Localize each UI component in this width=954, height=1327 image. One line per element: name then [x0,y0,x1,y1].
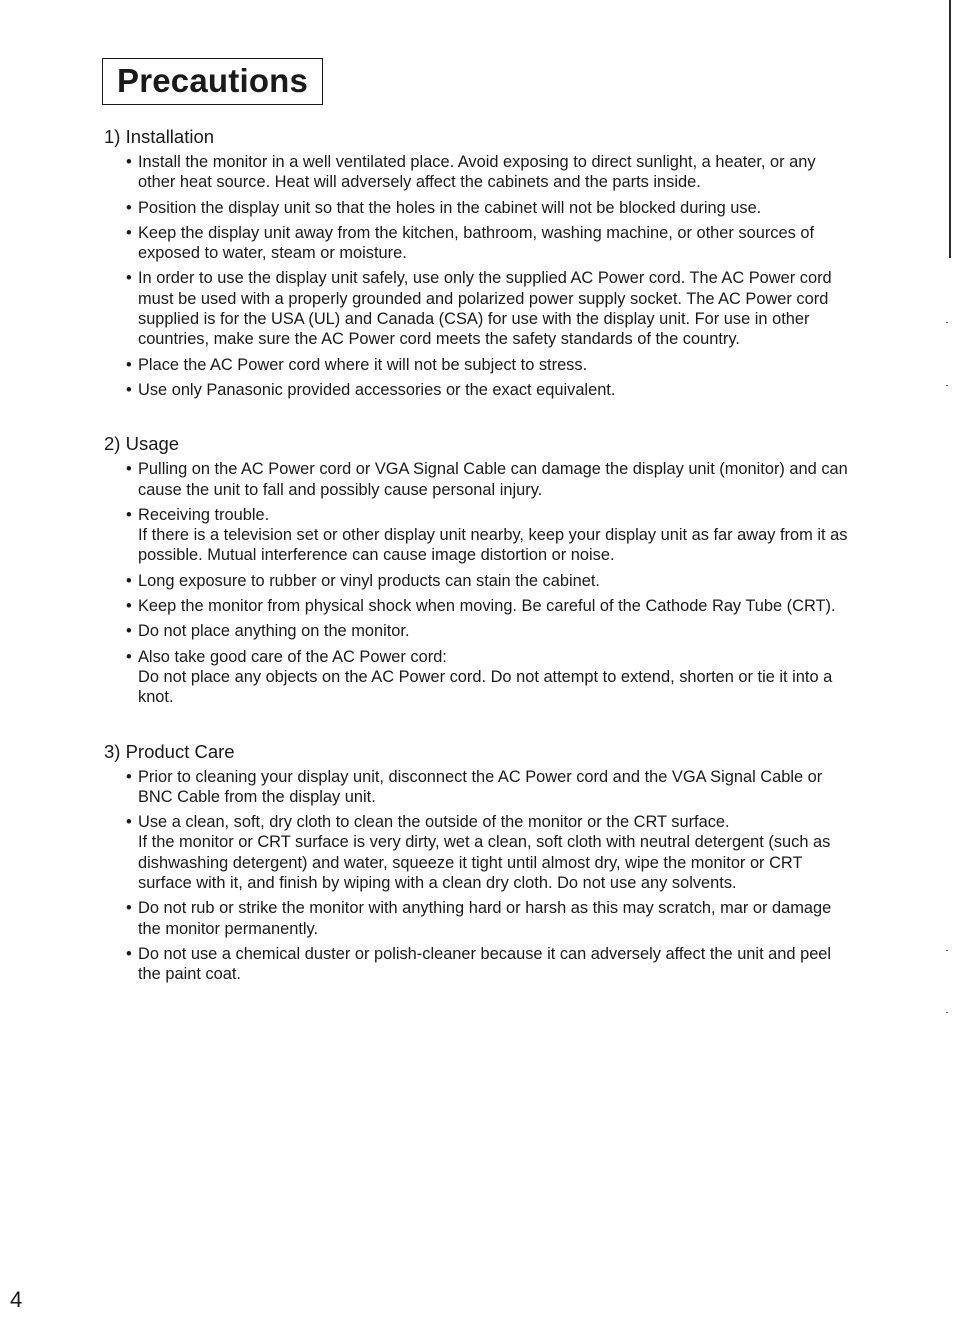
item-text: Also take good care of the AC Power cord: [138,647,447,666]
page-number: 4 [10,1287,23,1312]
bullet: • [126,355,132,374]
item-text: Prior to cleaning your display unit, disconnect the AC Power cord and the VGA Signal Cable or BNC Cable from the display unit. [138,767,823,806]
list-item [104,571,852,591]
bullet: • [126,767,132,786]
list-item [104,223,852,264]
list-item [104,621,852,641]
item-text: If the monitor or CRT surface is very dirty, wet a clean, soft cloth with neutral detergent (such as dishwashing detergent) and water, squeeze it tight until almost dry, wipe the monitor or CRT surface with it, and finish by wiping with a clean dry cloth. Do not use any solvents. [138,833,831,893]
bullet: • [126,505,132,524]
bullet: • [126,899,132,918]
list-item [104,355,852,375]
list-item [104,268,852,349]
bullet: • [126,597,132,616]
section-heading: 3) Product Care [104,740,235,762]
item-text: Do not use a chemical duster or polish-cleaner because it can adversely affect the unit and peel the paint coat. [138,944,832,984]
list-item [104,944,852,985]
list-item [104,596,852,616]
bullet: • [126,153,132,171]
section-usage [104,432,852,707]
page-title: Precautions [102,58,323,105]
bullet: • [126,622,132,641]
item-text: Use a clean, soft, dry cloth to clean the outside of the monitor or the CRT surface. [138,813,730,832]
item-text: In order to use the display unit safely, use only the supplied AC Power cord. The AC Power cord must be used with a properly grounded and polarized power supply socket. The AC Power cord supplied is for the USA (UL) and Canada (CSA) for use with the display unit. For use in other countries, make sure the AC Power cord meets the safety standards of the country. [138,269,832,349]
item-text: Do not place any objects on the AC Power cord. Do not attempt to extend, shorten or tie it into a knot. [138,667,833,707]
bullet: • [126,269,132,288]
bullet: • [126,460,132,479]
list-item [104,812,852,893]
item-text: Position the display unit so that the holes in the cabinet will not be blocked during use. [138,198,762,217]
list-item [104,152,852,193]
bullet: • [126,571,132,590]
list-item [104,898,852,939]
item-text: Do not place anything on the monitor. [138,622,410,641]
item-text: Pulling on the AC Power cord or VGA Signal Cable can damage the display unit (monitor) and can cause the unit to fall and possibly cause personal injury. [138,460,848,499]
item-text: Keep the display unit away from the kitchen, bathroom, washing machine, or other sources of exposed to water, steam or moisture. [138,223,815,263]
scan-speck [946,950,948,951]
bullet: • [126,223,132,242]
section-product-care [104,740,852,985]
scan-speck [946,322,948,323]
list-item [104,767,852,808]
item-text: Long exposure to rubber or vinyl products can stain the cabinet. [138,571,600,590]
scan-speck [946,385,948,386]
section-installation [104,125,852,400]
section-heading: 1) Installation [104,126,215,147]
list-item [104,459,852,500]
item-text: Receiving trouble. [138,505,270,524]
bullet: • [126,813,132,832]
list-item [104,380,852,400]
scan-speck [946,1012,948,1013]
list-item [104,505,852,566]
list-item [104,647,852,708]
item-text: Keep the monitor from physical shock when moving. Be careful of the Cathode Ray Tube (CRT). [138,597,836,616]
item-text: Use only Panasonic provided accessories or the exact equivalent. [138,380,616,399]
page-edge-line [949,0,951,258]
bullet: • [126,198,132,217]
item-text: Do not rub or strike the monitor with anything hard or harsh as this may scratch, mar or damage the monitor permanently. [138,899,832,938]
bullet: • [126,944,132,963]
item-text: If there is a television set or other display unit nearby, keep your display unit as far away from it as possible. Mutual interference can cause image distortion or noise. [138,526,848,565]
bullet: • [126,380,132,399]
list-item [104,198,852,218]
item-text: Place the AC Power cord where it will not be subject to stress. [138,355,588,374]
item-text: Install the monitor in a well ventilated place. Avoid exposing to direct sunlight, a heater, or any other heat source. Heat will adversely affect the cabinets and the parts inside. [138,153,816,192]
precautions-content [104,125,852,1017]
bullet: • [126,647,132,666]
section-heading: 2) Usage [104,433,180,455]
